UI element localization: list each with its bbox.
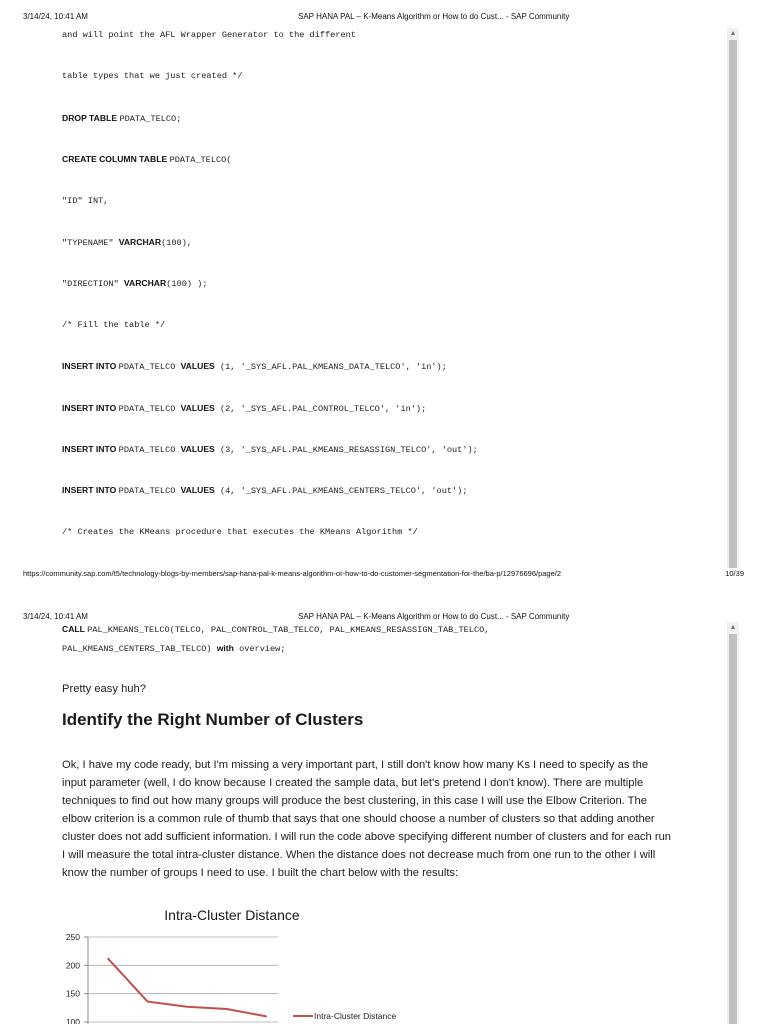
series-line: [108, 959, 266, 1017]
print-header: [0, 12, 768, 26]
code-text: PDATA_TELCO: [118, 403, 181, 414]
y-tick-label: 100: [65, 1017, 80, 1024]
code-text: "DIRECTION": [62, 279, 124, 290]
scroll-up-arrow-icon[interactable]: ▲: [729, 624, 737, 631]
code-keyword: INSERT INTO: [62, 444, 119, 454]
paragraph-line: I will measure the total intra-cluster distance. When the distance does not decrease much from one run to the other I will: [62, 849, 656, 861]
section-heading: Identify the Right Number of Clusters: [62, 710, 364, 729]
code-block: [62, 624, 722, 664]
code-line: [62, 71, 243, 81]
code-line: [62, 30, 356, 40]
print-timestamp: 3/14/24, 10:41 AM: [23, 612, 88, 621]
code-text: PDATA_TELCO: [118, 445, 181, 455]
print-timestamp: 3/14/24, 10:41 AM: [23, 12, 88, 21]
paragraph-line: know the number of groups I need to use. I built the chart below with the results:: [62, 867, 459, 879]
code-keyword: INSERT INTO: [62, 402, 119, 413]
data-point: [147, 1001, 149, 1003]
code-text: PDATA_TELCO(: [169, 155, 232, 166]
data-point: [186, 1006, 188, 1008]
scroll-up-arrow-icon[interactable]: ▲: [729, 30, 737, 37]
print-title: SAP HANA PAL – K-Means Algorithm or How to do Cust... - SAP Community: [298, 612, 570, 621]
code-text: /* Fill the table */: [62, 319, 166, 330]
code-keyword: with: [216, 643, 234, 653]
chart-legend: [293, 1011, 396, 1021]
code-text: "ID" INT,: [62, 195, 109, 206]
paragraph-line: Ok, I have my code ready, but I'm missing a very important part, I still don't know how many Ks I need to specify as the: [62, 759, 649, 771]
code-keyword: VALUES: [180, 485, 215, 496]
y-tick-label: 200: [65, 960, 80, 971]
y-tick-label: 150: [65, 988, 80, 999]
code-keyword: VALUES: [180, 444, 215, 454]
code-line: [62, 361, 447, 372]
code-keyword: VALUES: [180, 361, 215, 372]
code-block: [62, 30, 722, 560]
code-line: [62, 403, 426, 414]
code-keyword: VALUES: [180, 402, 215, 413]
code-line: [62, 278, 208, 289]
chart-grid: [88, 937, 278, 1024]
code-text: PDATA_TELCO: [118, 362, 181, 373]
code-text: (3, '_SYS_AFL.PAL_KMEANS_RESASSIGN_TELCO', 'out');: [214, 445, 478, 455]
chart-series: [107, 958, 267, 1017]
data-point: [265, 1016, 267, 1018]
code-text: "TYPENAME": [62, 238, 119, 248]
paragraph-line: cluster does not add sufficient information. I will run the code above specifying different number of clusters and for each run: [62, 831, 672, 843]
y-tick-label: 250: [65, 932, 80, 942]
code-keyword: INSERT INTO: [62, 485, 119, 496]
print-title: SAP HANA PAL – K-Means Algorithm or How to do Cust... - SAP Community: [298, 12, 570, 21]
print-page-2: [0, 600, 768, 1024]
code-keyword: CREATE COLUMN TABLE: [62, 154, 170, 165]
scrollbar-thumb[interactable]: [729, 40, 737, 568]
code-keyword: CALL: [62, 624, 88, 634]
scrollbar[interactable]: [727, 622, 739, 1024]
code-text: PDATA_TELCO;: [119, 113, 182, 124]
page-number: 10/39: [725, 569, 744, 578]
code-line: [62, 444, 478, 455]
code-text: (1, '_SYS_AFL.PAL_KMEANS_DATA_TELCO', 'in');: [214, 362, 447, 373]
scrollbar-thumb[interactable]: [729, 634, 737, 1024]
code-text: (2, '_SYS_AFL.PAL_CONTROL_TELCO', 'in');: [214, 403, 427, 414]
code-text: PAL_KMEANS_CENTERS_TAB_TELCO): [62, 644, 217, 654]
code-line: [62, 485, 468, 496]
code-line: [62, 320, 165, 330]
code-text: and will point the AFL Wrapper Generator to the different: [62, 30, 356, 40]
code-text: (4, '_SYS_AFL.PAL_KMEANS_CENTERS_TELCO', 'out');: [214, 486, 468, 497]
code-keyword: VARCHAR: [118, 237, 162, 247]
code-keyword: VARCHAR: [123, 278, 167, 289]
code-text: PAL_KMEANS_TELCO(TELCO, PAL_CONTROL_TAB_TELCO, PAL_KMEANS_RESASSIGN_TAB_TELCO,: [87, 625, 490, 635]
legend-label: Intra-Cluster Distance: [314, 1011, 397, 1021]
chart-title: Intra-Cluster Distance: [164, 907, 300, 923]
code-line: [62, 154, 231, 165]
code-text: overview;: [233, 644, 286, 654]
chart-y-ticks: [66, 932, 88, 1024]
data-point: [107, 958, 109, 960]
paragraph-line: elbow criterion is a common rule of thumb that says that one should choose a number of clusters so that adding another: [62, 813, 655, 825]
pretty-easy-text: Pretty easy huh?: [62, 683, 146, 695]
code-keyword: INSERT INTO: [62, 361, 119, 372]
scrollbar[interactable]: [727, 28, 739, 568]
code-line: [62, 113, 181, 124]
intra-cluster-distance-chart: [58, 900, 458, 1024]
article-paragraph: [62, 756, 712, 882]
code-text: PDATA_TELCO: [118, 486, 181, 497]
code-keyword: DROP TABLE: [62, 112, 120, 123]
code-line: [62, 643, 285, 654]
code-text: (100),: [161, 238, 193, 248]
code-line: [62, 624, 489, 635]
page-url: https://community.sap.com/t5/technology-blogs-by-members/sap-hana-pal-k-means-algorithm-or-how-to-do-customer-segmentation-for-the/ba-p/12976696/page/2: [23, 569, 562, 578]
code-text: /* Creates the KMeans procedure that executes the KMeans Algorithm */: [62, 526, 418, 537]
paragraph-line: techniques to find out how many groups will produce the best clustering, in this case I will use the Elbow Criterion. The: [62, 795, 647, 807]
code-text: (100) );: [166, 279, 208, 290]
paragraph-line: input parameter (well, I do know because I created the sample data, but let's pretend I don't know). There are multiple: [62, 777, 644, 789]
print-footer: [0, 569, 768, 583]
code-line: [62, 237, 192, 248]
code-text: table types that we just created */: [62, 71, 243, 82]
code-line: [62, 196, 108, 206]
code-line: [62, 527, 418, 537]
data-point: [226, 1008, 228, 1010]
